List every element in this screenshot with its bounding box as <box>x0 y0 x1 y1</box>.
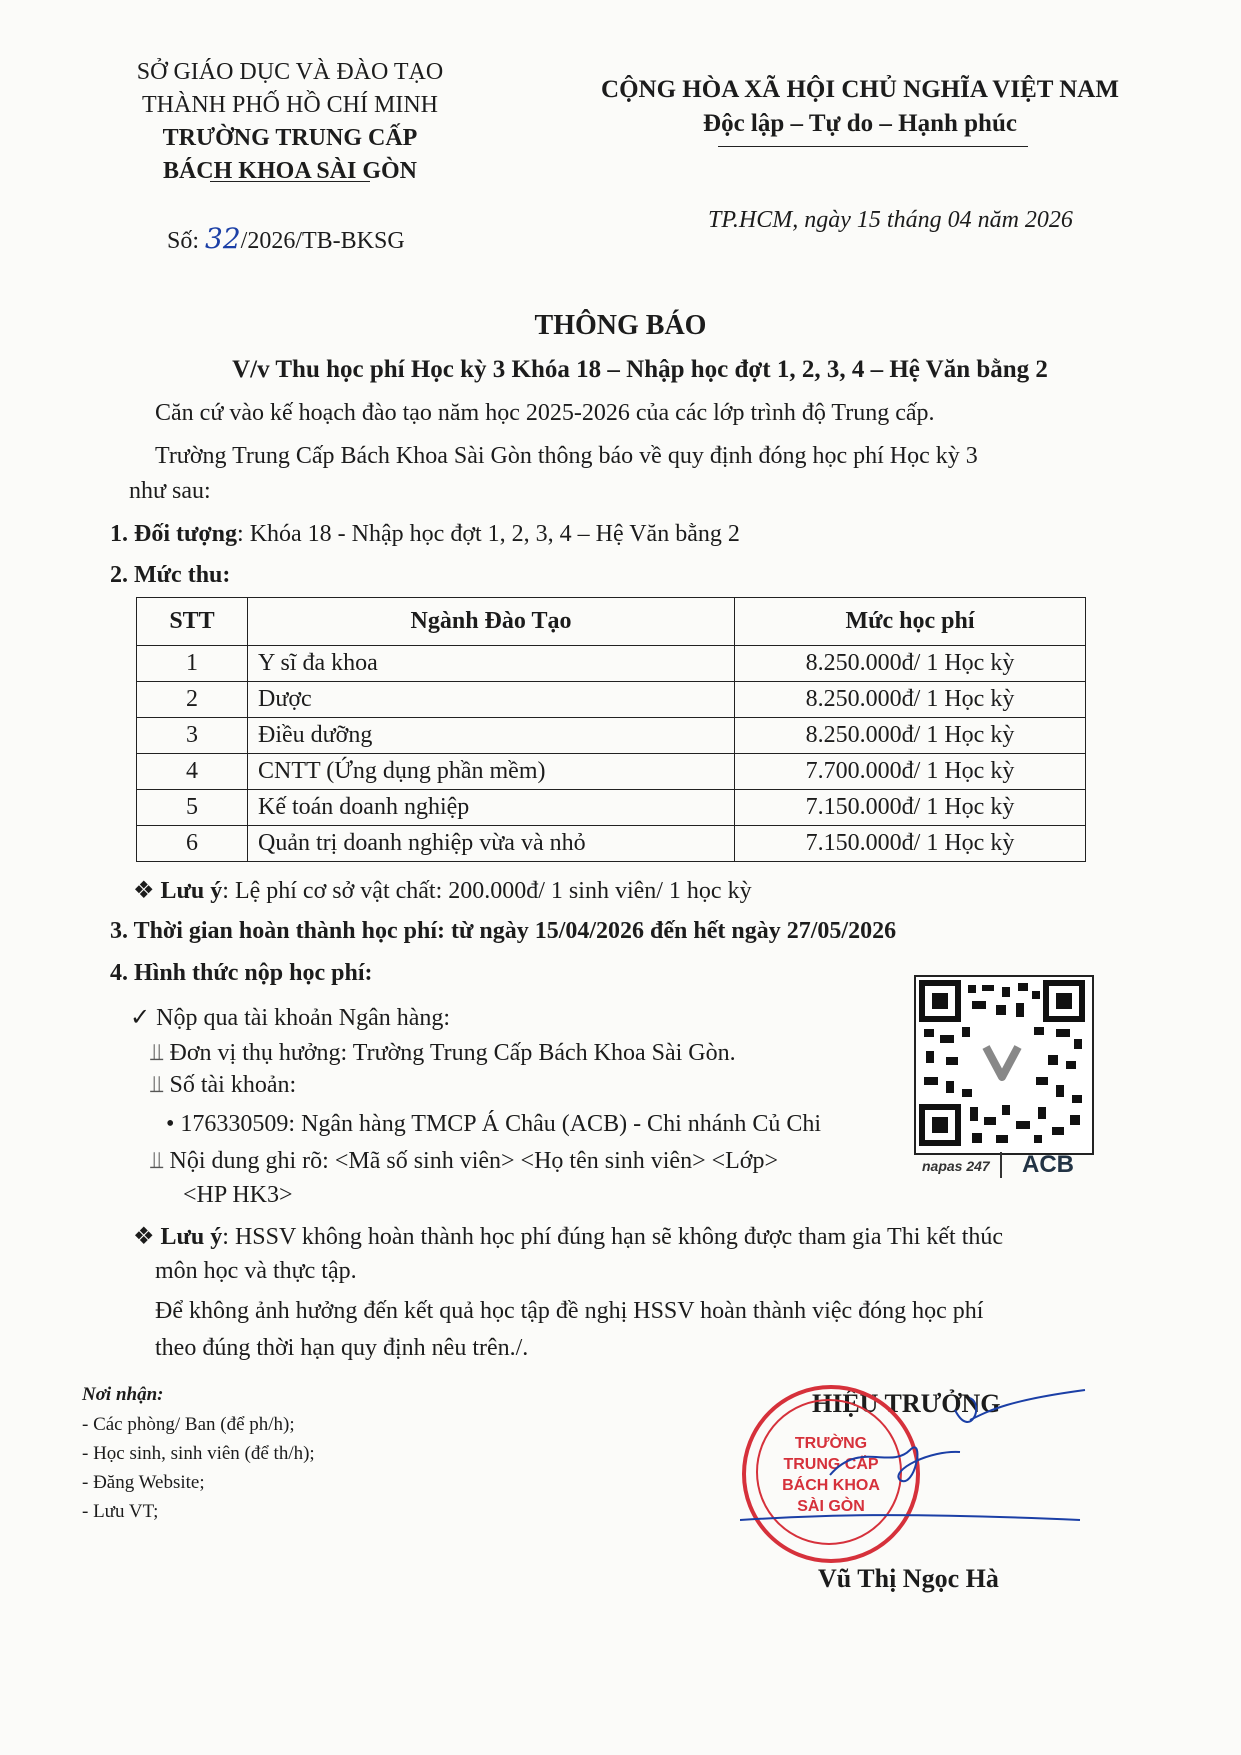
doc-subtitle: V/v Thu học phí Học kỳ 3 Khóa 18 – Nhập học đợt 1, 2, 3, 4 – Hệ Văn bằng 2 <box>232 356 1048 383</box>
section-1-label: 1. Đối tượng <box>110 521 238 547</box>
doc-no-prefix: Số: <box>167 228 206 254</box>
acb-logo: ACB <box>1022 1151 1074 1178</box>
note-2 <box>133 1222 1003 1251</box>
recipient-item: - Lưu VT; <box>82 1501 159 1522</box>
header-stt: STT <box>137 598 248 646</box>
transfer-content-line <box>150 1148 778 1175</box>
account-detail-line <box>166 1111 821 1138</box>
cell-major: Dược <box>248 682 735 718</box>
motto-underline <box>718 146 1028 147</box>
diamond-bullet-icon: ❖ <box>133 878 161 904</box>
fee-table <box>136 597 1086 862</box>
cell-stt: 1 <box>137 646 248 682</box>
doc-no-handwritten: 32 <box>205 222 241 255</box>
closing-paragraph-1: Để không ảnh hưởng đến kết quả học tập đề nghị HSSV hoàn thành việc đóng học phí <box>155 1298 984 1324</box>
anchor-bullet-icon: ⫫ <box>150 1148 170 1174</box>
anchor-bullet-icon: ⫫ <box>150 1040 170 1066</box>
table-row <box>137 754 1086 790</box>
note-1-label: Lưu ý <box>160 878 223 904</box>
beneficiary-text: Đơn vị thụ hưởng: Trường Trung Cấp Bách Khoa Sài Gòn. <box>169 1040 736 1066</box>
cell-major: Quản trị doanh nghiệp vừa và nhỏ <box>248 826 735 862</box>
document-number <box>167 222 405 255</box>
cell-major: Điều dưỡng <box>248 718 735 754</box>
recipient-item: - Học sinh, sinh viên (để th/h); <box>82 1443 315 1464</box>
logo-divider <box>1000 1152 1002 1178</box>
stamp-line: SÀI GÒN <box>797 1498 865 1515</box>
table-row <box>137 826 1086 862</box>
stamp-line: BÁCH KHOA <box>782 1477 880 1494</box>
header-major: Ngành Đào Tạo <box>248 598 735 646</box>
table-row <box>137 718 1086 754</box>
bank-method <box>130 1003 450 1032</box>
issuer-block <box>100 56 480 188</box>
note-2-continued: môn học và thực tập. <box>155 1258 357 1284</box>
table-row <box>137 682 1086 718</box>
dot-bullet-icon: • <box>166 1111 181 1137</box>
national-title: CỘNG HÒA XÃ HỘI CHỦ NGHĨA VIỆT NAM <box>601 76 1119 103</box>
cell-major: Y sĩ đa khoa <box>248 646 735 682</box>
bank-method-text: Nộp qua tài khoản Ngân hàng: <box>156 1005 451 1031</box>
signature-scribble-icon <box>740 1380 1100 1560</box>
signer-role: HIỆU TRƯỞNG <box>812 1389 1001 1418</box>
recipients-title: Nơi nhận: <box>82 1384 164 1405</box>
cell-stt: 2 <box>137 682 248 718</box>
closing-paragraph-2: theo đúng thời hạn quy định nêu trên./. <box>155 1335 529 1361</box>
section-3: 3. Thời gian hoàn thành học phí: từ ngày 15/04/2026 đến hết ngày 27/05/2026 <box>110 918 897 944</box>
account-label-line <box>150 1072 296 1099</box>
intro-paragraph-1: Căn cứ vào kế hoạch đào tạo năm học 2025-2026 của các lớp trình độ Trung cấp. <box>155 400 935 426</box>
section-1-text: : Khóa 18 - Nhập học đợt 1, 2, 3, 4 – Hệ Văn bằng 2 <box>237 521 740 547</box>
section-4: 4. Hình thức nộp học phí: <box>110 960 373 986</box>
napas-logo <box>922 1158 990 1174</box>
issuer-underline <box>210 181 370 182</box>
cell-stt: 4 <box>137 754 248 790</box>
issuer-line-1: SỞ GIÁO DỤC VÀ ĐÀO TẠO <box>136 59 444 85</box>
national-motto: Độc lập – Tự do – Hạnh phúc <box>703 110 1017 137</box>
stamp-line: TRƯỜNG <box>794 1435 868 1452</box>
stamp-line: TRUNG CẤP <box>783 1456 879 1473</box>
account-detail: 176330509: Ngân hàng TMCP Á Châu (ACB) - Chi nhánh Củ Chi <box>180 1111 822 1137</box>
check-icon: ✓ <box>130 1005 157 1031</box>
note-2-label: Lưu ý <box>160 1224 223 1250</box>
recipient-item: - Đăng Website; <box>82 1472 205 1493</box>
recipient-item: - Các phòng/ Ban (để ph/h); <box>82 1414 295 1435</box>
note-2-text: : HSSV không hoàn thành học phí đúng hạn sẽ không được tham gia Thi kết thúc <box>222 1224 1004 1250</box>
doc-title: THÔNG BÁO <box>534 310 707 341</box>
table-row <box>137 790 1086 826</box>
cell-stt: 5 <box>137 790 248 826</box>
table-row <box>137 646 1086 682</box>
diamond-bullet-icon: ❖ <box>133 1224 161 1250</box>
note-1-text: : Lệ phí cơ sở vật chất: 200.000đ/ 1 sinh viên/ 1 học kỳ <box>222 878 752 904</box>
issuer-line-2: THÀNH PHỐ HỒ CHÍ MINH <box>142 92 438 118</box>
cell-stt: 6 <box>137 826 248 862</box>
national-header <box>580 73 1140 141</box>
section-1 <box>110 521 740 548</box>
cell-fee: 7.700.000đ/ 1 Học kỳ <box>735 754 1086 790</box>
transfer-content-text: Nội dung ghi rõ: <Mã số sinh viên> <Họ tên sinh viên> <Lớp> <box>169 1148 779 1174</box>
anchor-bullet-icon: ⫫ <box>150 1072 170 1098</box>
date-line: TP.HCM, ngày 15 tháng 04 năm 2026 <box>708 207 1073 233</box>
account-label: Số tài khoản: <box>169 1072 297 1098</box>
intro-paragraph-2a: Trường Trung Cấp Bách Khoa Sài Gòn thông báo về quy định đóng học phí Học kỳ 3 <box>155 443 978 469</box>
transfer-content-line-2: <HP HK3> <box>183 1182 293 1208</box>
beneficiary-line <box>150 1040 736 1067</box>
cell-fee: 7.150.000đ/ 1 Học kỳ <box>735 790 1086 826</box>
recipients-block <box>82 1384 315 1523</box>
header-fee: Mức học phí <box>735 598 1086 646</box>
cell-fee: 8.250.000đ/ 1 Học kỳ <box>735 682 1086 718</box>
doc-no-suffix: /2026/TB-BKSG <box>240 228 405 254</box>
issuer-line-3: TRƯỜNG TRUNG CẤP <box>162 125 418 151</box>
cell-major: Kế toán doanh nghiệp <box>248 790 735 826</box>
table-header-row <box>137 598 1086 646</box>
cell-fee: 8.250.000đ/ 1 Học kỳ <box>735 718 1086 754</box>
intro-paragraph-2b: như sau: <box>129 478 211 504</box>
cell-fee: 7.150.000đ/ 1 Học kỳ <box>735 826 1086 862</box>
section-2-label: 2. Mức thu: <box>110 562 231 588</box>
qr-code-graphic <box>916 977 1088 1149</box>
signer-name: Vũ Thị Ngọc Hà <box>818 1564 999 1593</box>
issuer-line-4: BÁCH KHOA SÀI GÒN <box>162 158 418 184</box>
cell-fee: 8.250.000đ/ 1 Học kỳ <box>735 646 1086 682</box>
napas-text: napas 247 <box>922 1158 990 1174</box>
cell-major: CNTT (Ứng dụng phần mềm) <box>248 754 735 790</box>
cell-stt: 3 <box>137 718 248 754</box>
note-1 <box>133 876 752 905</box>
qr-code-icon <box>914 975 1094 1155</box>
